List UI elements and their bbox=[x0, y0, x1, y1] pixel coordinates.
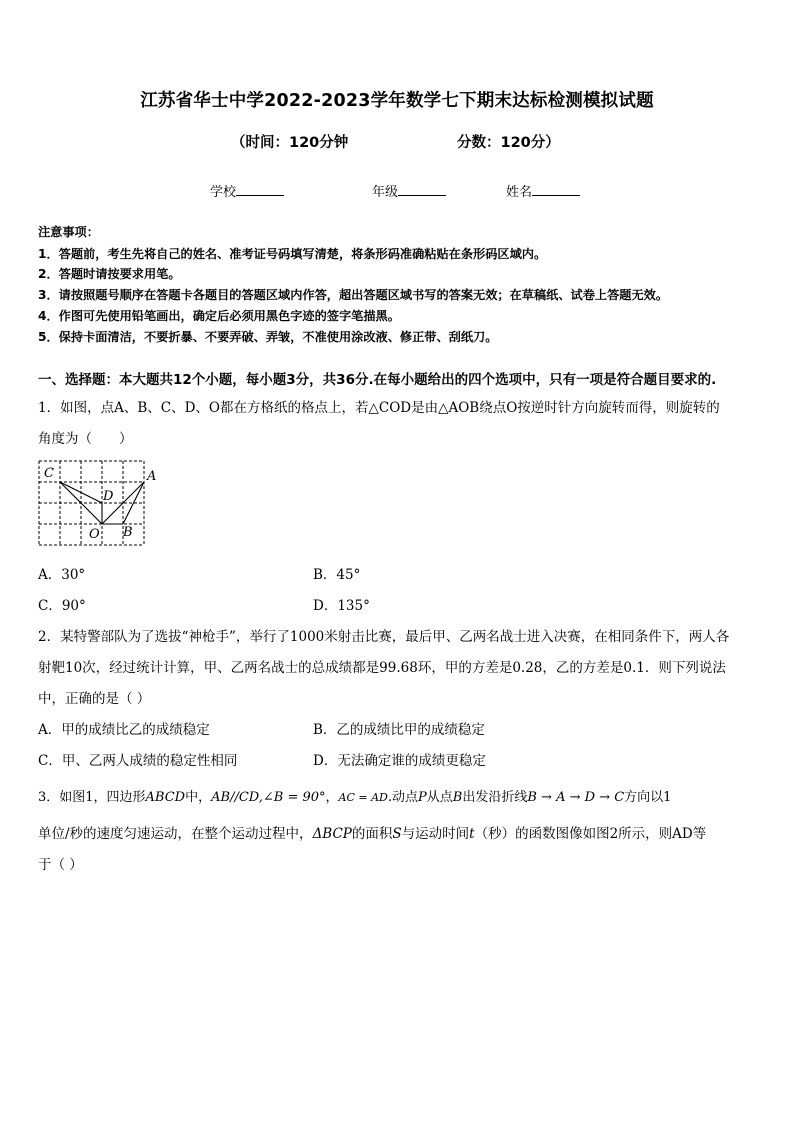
q3-text: 单位/秒的速度匀速运动，在整个运动过程中， bbox=[38, 826, 313, 842]
school-label: 学校 bbox=[210, 185, 237, 200]
grade-blank[interactable] bbox=[398, 183, 446, 196]
q3-quad: ABCD bbox=[145, 790, 186, 805]
total-score: 分数：120分） bbox=[457, 135, 560, 151]
q2-stem-end: 中，正确的是（ ） bbox=[38, 691, 151, 707]
q1-stem: 1．如图，点A、B、C、D、O都在方格纸的格点上，若△COD是由△AOB绕点O按逆时针方向旋转而得，则旋转的 bbox=[38, 400, 720, 416]
q3-condition-parallel: AB//CD,∠B = 90° bbox=[211, 790, 326, 805]
school-blank[interactable] bbox=[236, 183, 284, 196]
q1-option-d[interactable]: D．135° bbox=[313, 598, 370, 614]
q2-option-a[interactable]: A．甲的成绩比乙的成绩稳定 bbox=[38, 722, 210, 738]
q3-time-t: t bbox=[469, 826, 475, 842]
q3-text: 的面积 bbox=[351, 826, 393, 842]
q3-area-s: S bbox=[392, 826, 402, 842]
name-label: 姓名 bbox=[506, 185, 533, 200]
label-b: B bbox=[123, 525, 133, 540]
q2-option-c[interactable]: C．甲、乙两人成绩的稳定性相同 bbox=[38, 753, 238, 769]
label-o: O bbox=[89, 527, 100, 542]
notice-heading: 注意事项： bbox=[38, 225, 99, 239]
q3-text: （秒）的函数图像如图2所示，则AD等 bbox=[474, 826, 707, 842]
q2-option-b[interactable]: B．乙的成绩比甲的成绩稳定 bbox=[313, 722, 485, 738]
label-a: A bbox=[147, 469, 157, 484]
q3-stem bbox=[38, 786, 671, 805]
notice-item: 2．答题时请按要求用笔。 bbox=[38, 267, 181, 281]
q2-stem-cont: 射靶10次，经过统计计算，甲、乙两名战士的总成绩都是99.68环，甲的方差是0.28，乙的方差是0.1．则下列说法 bbox=[38, 660, 726, 676]
exam-title: 江苏省华士中学2022-2023学年数学七下期末达标检测模拟试题 bbox=[140, 91, 654, 111]
notice-item: 5．保持卡面清洁，不要折暴、不要弄破、弄皱，不准使用涂改液、修正带、刮纸刀。 bbox=[38, 330, 498, 344]
q3-text: 与运动时间 bbox=[401, 826, 470, 842]
q3-path: B → A → D → C bbox=[527, 790, 625, 805]
q3-stem-cont bbox=[38, 822, 706, 842]
q3-point-p: P bbox=[418, 790, 427, 805]
grade-field bbox=[372, 181, 446, 200]
q1-option-c[interactable]: C．90° bbox=[38, 598, 86, 614]
name-field bbox=[506, 181, 580, 200]
q3-text: 中， bbox=[185, 790, 212, 805]
q3-point-b: B bbox=[452, 790, 463, 805]
q3-text: 方向以1 bbox=[624, 790, 672, 805]
q3-stem-end: 于（ ） bbox=[38, 857, 83, 873]
q2-option-d[interactable]: D．无法确定谁的成绩更稳定 bbox=[313, 753, 486, 769]
segment-cd bbox=[60, 482, 102, 503]
label-d: D bbox=[103, 489, 114, 504]
q3-text: 3．如图1，四边形 bbox=[38, 790, 146, 805]
notice-item: 4．作图可先使用铅笔画出，确定后必须用黑色字迹的签字笔描黑。 bbox=[38, 309, 400, 323]
notice-item: 1．答题前，考生先将自己的姓名、准考证号码填写清楚，将条形码准确粘贴在条形码区域内。 bbox=[38, 247, 547, 261]
label-c: C bbox=[44, 466, 54, 481]
school-field bbox=[210, 181, 284, 200]
notice-item: 3．请按照题号顺序在答题卡各题目的答题区域内作答，超出答题区域书写的答案无效；在草稿纸、试卷上答题无效。 bbox=[38, 288, 669, 302]
time-limit: （时间：120分钟 bbox=[231, 135, 349, 151]
q3-text: 出发沿折线 bbox=[462, 790, 528, 805]
q2-stem: 2．某特警部队为了选拔“神枪手”，举行了1000米射击比赛，最后甲、乙两名战士进入决赛，在相同条件下，两人各 bbox=[38, 629, 730, 645]
q1-grid-figure bbox=[36, 458, 157, 548]
q3-condition-equal: AC = AD bbox=[338, 791, 388, 804]
name-blank[interactable] bbox=[532, 183, 580, 196]
q1-option-a[interactable]: A．30° bbox=[38, 567, 86, 583]
section-heading: 一、选择题：本大题共12个小题，每小题3分，共36分.在每小题给出的四个选项中，只有一项是符合题目要求的. bbox=[38, 372, 717, 388]
q3-triangle: ΔBCP bbox=[312, 826, 352, 842]
grade-label: 年级 bbox=[372, 185, 399, 200]
q3-text: 从点 bbox=[426, 790, 453, 805]
q3-text: ， bbox=[325, 790, 339, 805]
q1-option-b[interactable]: B．45° bbox=[313, 567, 361, 583]
q3-text: .动点 bbox=[387, 790, 419, 805]
q1-stem-cont: 角度为（ ） bbox=[38, 431, 133, 447]
